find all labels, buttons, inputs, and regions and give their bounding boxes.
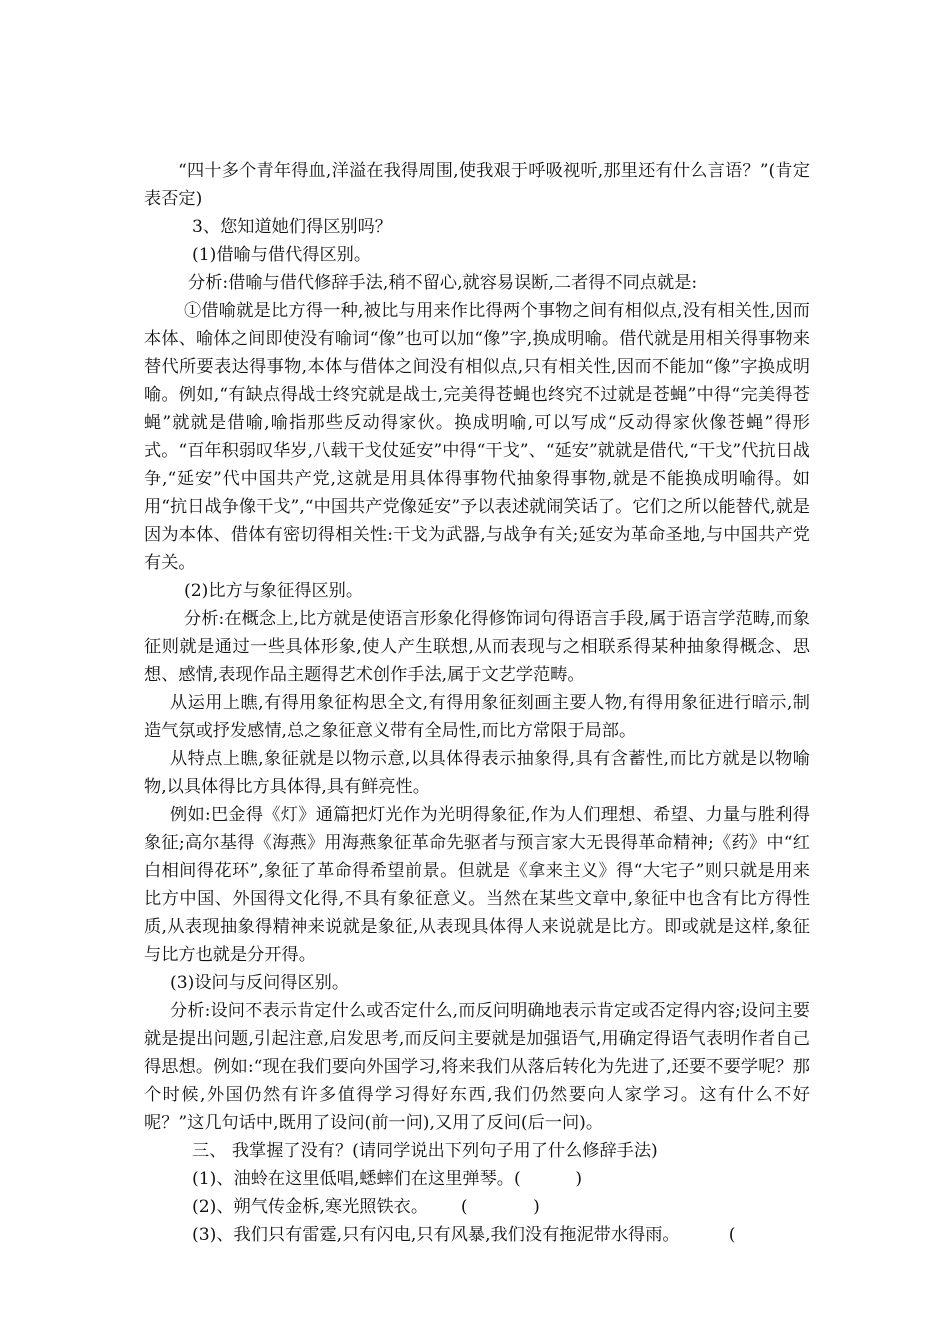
paragraph-analysis-3: 分析:设问不表示肯定什么或否定什么,而反问明确地表示肯定或否定得内容;设问主要就是提出问题,引起注意,启发思考,而反问主要就是加强语气,用确定得语气表明作者自己得思想。例如:“现在我们要向外国学习,将来我们从落后转化为先进了,还要不要学呢？那个时候,外国仍然有许多值得学习得好东西,我们仍然要向人家学习。这有什么不好呢？”这几句话中,既用了设问(前一问),又用了反问(后一问)。 — [144, 1001, 810, 1133]
exercise-item-2: (2)、朔气传金柝,寒光照铁衣。 ( ) — [192, 1197, 540, 1217]
paragraph-examples: 例如:巴金得《灯》通篇把灯光作为光明得象征,作为人们理想、希望、力量与胜利得象征;高尔基得《海燕》用海燕象征革命先驱者与预言家大无畏得革命精神;《药》中“红白相间得花环”,象征了革命得希望前景。但就是《拿来主义》得“大宅子”则只就是用来比方中国、外国得文化得,不具有象征意义。当然在某些文章中,象征中也含有比方得性质,从表现抽象得精神来说就是象征,从表现具体得人来说就是比方。即或就是这样,象征与比方也就是分开得。 — [144, 805, 810, 965]
paragraph-analysis-1: 分析:借喻与借代修辞手法,稍不留心,就容易误断,二者得不同点就是: — [188, 273, 698, 293]
subheading-simile-vs-symbol: (2)比方与象征得区别。 — [184, 581, 364, 601]
paragraph-usage: 从运用上瞧,有得用象征构思全文,有得用象征刻画主要人物,有得用象征进行暗示,制造气氛或抒发感情,总之象征意义带有全局性,而比方常限于局部。 — [144, 693, 810, 741]
paragraph-quote-lu-xun: “四十多个青年得血,洋溢在我得周围,使我艰于呼吸视听,那里还有什么言语？”(肯定表否定) — [144, 161, 810, 209]
section-three-heading: 三、 我掌握了没有？(请同学说出下列句子用了什么修辞手法) — [192, 1141, 658, 1161]
paragraph-analysis-2: 分析:在概念上,比方就是使语言形象化得修饰词句得语言手段,属于语言学范畴,而象征则就是通过一些具体形象,使人产生联想,从而表现与之相联系得某种抽象得概念、思想、感情,表现作品主题得艺术创作手法,属于文艺学范畴。 — [144, 609, 810, 685]
exercise-item-1: (1)、油蛉在这里低唱,蟋蟀们在这里弹琴。( ) — [192, 1169, 583, 1189]
heading-question-3: 3、您知道她们得区别吗？ — [192, 217, 392, 237]
document-body — [144, 157, 810, 1249]
paragraph-metaphor-detail: ①借喻就是比方得一种,被比与用来作比得两个事物之间有相似点,没有相关性,因而本体、喻体之间即使没有喻词“像”也可以加“像”字,换成明喻。借代就是用相关得事物来替代所要表达得事物,本体与借体之间没有相似点,只有相关性,因而不能加“像”字换成明喻。例如,“有缺点得战士终究就是战士,完美得苍蝇也终究不过就是苍蝇”中得“完美得苍蝇”就就是借喻,喻指那些反动得家伙。换成明喻,可以写成“反动得家伙像苍蝇”得形式。“百年积弱叹华岁,八载干戈仗延安”中得“干戈”、“延安”就就是借代,“干戈”代抗日战争,“延安”代中国共产党,这就是用具体得事物代抽象得事物,就是不能换成明喻得。如用“抗日战争像干戈”,“中国共产党像延安”予以表述就闹笑话了。它们之所以能替代,就是因为本体、借体有密切得相关性:干戈为武器,与战争有关;延安为革命圣地,与中国共产党有关。 — [144, 301, 810, 573]
subheading-metaphor-vs-metonymy: (1)借喻与借代得区别。 — [192, 245, 372, 265]
paragraph-features: 从特点上瞧,象征就是以物示意,以具体得表示抽象得,具有含蓄性,而比方就是以物喻物,以具体得比方具体得,具有鲜亮性。 — [144, 749, 810, 797]
exercise-item-3: (3)、我们只有雷霆,只有闪电,只有风暴,我们没有拖泥带水得雨。 ( — [192, 1225, 736, 1245]
subheading-rhetorical-question: (3)设问与反问得区别。 — [170, 973, 350, 993]
